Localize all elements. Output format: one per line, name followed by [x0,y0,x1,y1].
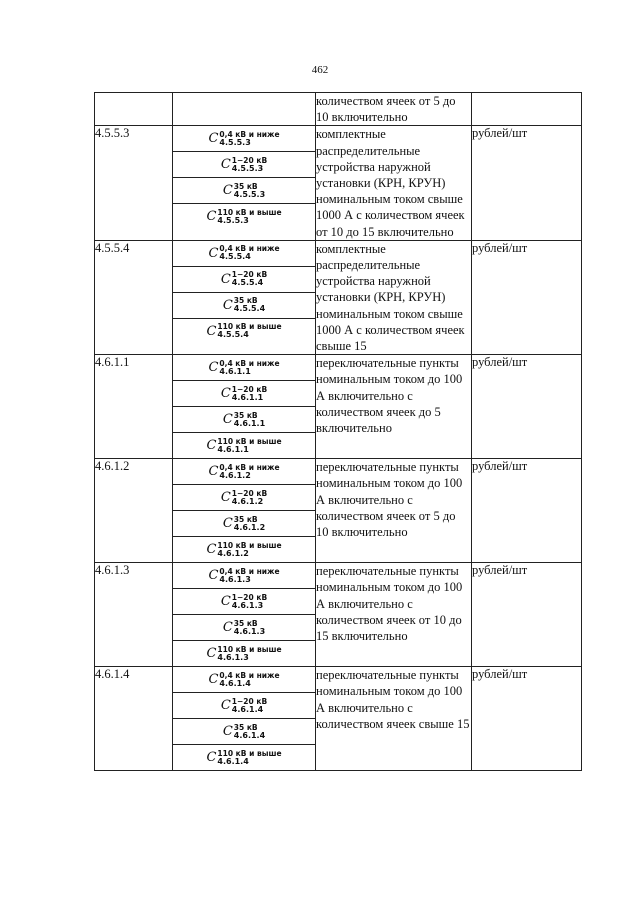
unit-cell: рублей/шт [472,240,582,354]
symbol-cell [173,93,316,126]
symbol-cell [173,126,316,240]
code-cell: 4.6.1.1 [95,355,173,459]
symbol-variable: C [208,568,219,584]
symbol-variable: C [208,360,219,376]
symbol-subscript: 4.5.5.3 [233,189,266,199]
symbol-superscript: 35 кВ [233,722,258,732]
symbol-variable: C [222,724,233,740]
symbol-superscript: 35 кВ [233,296,258,306]
symbol-subscript: 4.5.5.4 [233,304,266,314]
symbol-subscript: 4.5.5.4 [219,252,251,262]
symbol-subscript: 4.5.5.3 [219,137,251,147]
symbol-subscript: 4.6.1.1 [217,444,249,454]
symbol-subscript: 4.5.5.4 [217,330,249,340]
symbol-subscript: 4.6.1.3 [217,652,249,662]
symbol-superscript: 35 кВ [233,181,258,191]
table-row-continuation [95,93,582,126]
symbol-subscript: 4.6.1.2 [233,522,266,532]
symbol-cell [173,240,316,354]
rate-symbol [173,563,315,589]
symbol-subscript: 4.6.1.4 [217,756,249,766]
symbol-superscript: 1−20 кВ [231,155,268,165]
description-cell: переключательные пункты номинальным током до 100 А включительно с количеством ячеек свыше 15 [316,667,472,771]
symbol-superscript: 1−20 кВ [231,488,268,498]
symbol-cell [173,459,316,563]
page-number: 462 [311,64,329,76]
symbol-subscript: 4.6.1.2 [217,548,249,558]
symbol-variable: C [206,438,217,454]
rate-symbol [173,745,315,770]
rate-symbol [173,485,315,511]
rate-symbol [173,693,315,719]
symbol-variable: C [206,646,217,662]
symbol-superscript: 1−20 кВ [231,270,268,280]
unit-cell: рублей/шт [472,667,582,771]
symbol-subscript: 4.6.1.1 [233,418,266,428]
symbol-variable: C [222,412,233,428]
rate-symbol [173,667,315,693]
rate-symbol [173,719,315,745]
description-cell: количеством ячеек от 5 до 10 включительно [316,93,472,126]
symbol-subscript: 4.6.1.1 [219,366,251,376]
rate-symbol [173,615,315,641]
unit-cell: рублей/шт [472,355,582,459]
code-cell: 4.5.5.3 [95,126,173,240]
symbol-cell [173,667,316,771]
symbol-superscript: 110 кВ и выше [217,540,282,550]
symbol-subscript: 4.6.1.2 [219,470,251,480]
symbol-variable: C [208,245,219,261]
rate-symbol [173,355,315,381]
symbol-variable: C [222,620,233,636]
symbol-variable: C [222,297,233,313]
symbol-subscript: 4.6.1.2 [231,496,264,506]
symbol-variable: C [222,183,233,199]
table-row [95,355,582,459]
symbol-subscript: 4.6.1.3 [219,574,251,584]
rate-symbol [173,459,315,485]
symbol-superscript: 0,4 кВ и ниже [219,244,280,254]
rate-symbol [173,293,315,319]
symbol-cell [173,355,316,459]
symbol-superscript: 110 кВ и выше [217,436,282,446]
code-cell: 4.6.1.4 [95,667,173,771]
symbol-superscript: 110 кВ и выше [217,322,282,332]
symbol-superscript: 35 кВ [233,410,258,420]
rate-symbol [173,641,315,666]
code-cell: 4.6.1.2 [95,459,173,563]
rate-symbol [173,381,315,407]
description-cell: комплектные распределительные устройства наружной установки (КРН, КРУН) номинальным током свыше 1000 А с количеством ячеек от 10 до 15 включительно [316,126,472,240]
rate-symbol [173,537,315,562]
symbol-superscript: 110 кВ и выше [217,644,282,654]
description-cell: переключательные пункты номинальным током до 100 А включительно с количеством ячеек от 10 до 15 включительно [316,563,472,667]
symbol-superscript: 1−20 кВ [231,696,268,706]
table-row [95,667,582,771]
symbol-variable: C [208,464,219,480]
symbol-variable: C [222,516,233,532]
table-row [95,240,582,354]
symbol-superscript: 110 кВ и выше [217,748,282,758]
rate-symbol [173,241,315,267]
symbol-variable: C [220,698,231,714]
symbol-subscript: 4.5.5.3 [231,163,264,173]
symbol-subscript: 4.6.1.1 [231,392,264,402]
symbol-variable: C [220,594,231,610]
symbol-subscript: 4.6.1.3 [231,600,264,610]
rate-symbol [173,267,315,293]
code-cell [95,93,173,126]
symbol-superscript: 0,4 кВ и ниже [219,129,280,139]
unit-cell: рублей/шт [472,459,582,563]
symbol-subscript: 4.5.5.4 [231,278,264,288]
description-cell: комплектные распределительные устройства наружной установки (КРН, КРУН) номинальным током свыше 1000 А с количеством ячеек свыше 15 [316,240,472,354]
symbol-superscript: 110 кВ и выше [217,207,282,217]
table-row [95,563,582,667]
symbol-superscript: 1−20 кВ [231,592,268,602]
unit-cell: рублей/шт [472,563,582,667]
symbol-subscript: 4.6.1.3 [233,626,266,636]
rate-symbol [173,178,315,204]
symbol-variable: C [206,542,217,558]
rate-symbol [173,511,315,537]
symbol-subscript: 4.6.1.4 [231,704,264,714]
symbol-superscript: 0,4 кВ и ниже [219,566,280,576]
rate-symbol [173,589,315,615]
symbol-subscript: 4.5.5.3 [217,215,249,225]
rate-symbol [173,319,315,344]
rate-symbol [173,433,315,458]
unit-cell [472,93,582,126]
rate-symbol [173,407,315,433]
symbol-superscript: 35 кВ [233,618,258,628]
symbol-superscript: 0,4 кВ и ниже [219,670,280,680]
description-cell: переключательные пункты номинальным током до 100 А включительно с количеством ячеек от 5 до 10 включительно [316,459,472,563]
symbol-subscript: 4.6.1.4 [219,678,251,688]
table-row [95,126,582,240]
symbol-superscript: 1−20 кВ [231,384,268,394]
rate-symbol [173,204,315,229]
rate-symbol [173,126,315,152]
symbol-superscript: 35 кВ [233,514,258,524]
symbol-variable: C [208,131,219,147]
unit-cell: рублей/шт [472,126,582,240]
symbol-variable: C [220,490,231,506]
symbol-variable: C [220,271,231,287]
symbol-variable: C [206,750,217,766]
symbol-superscript: 0,4 кВ и ниже [219,462,280,472]
symbol-variable: C [206,209,217,225]
description-cell: переключательные пункты номинальным током до 100 А включительно с количеством ячеек до 5 включительно [316,355,472,459]
symbol-variable: C [206,323,217,339]
code-cell: 4.6.1.3 [95,563,173,667]
symbol-variable: C [220,157,231,173]
table-row [95,459,582,563]
symbol-cell [173,563,316,667]
rate-symbol [173,152,315,178]
tariff-table [94,92,582,771]
symbol-superscript: 0,4 кВ и ниже [219,358,280,368]
symbol-subscript: 4.6.1.4 [233,730,266,740]
code-cell: 4.5.5.4 [95,240,173,354]
symbol-variable: C [208,672,219,688]
symbol-variable: C [220,386,231,402]
